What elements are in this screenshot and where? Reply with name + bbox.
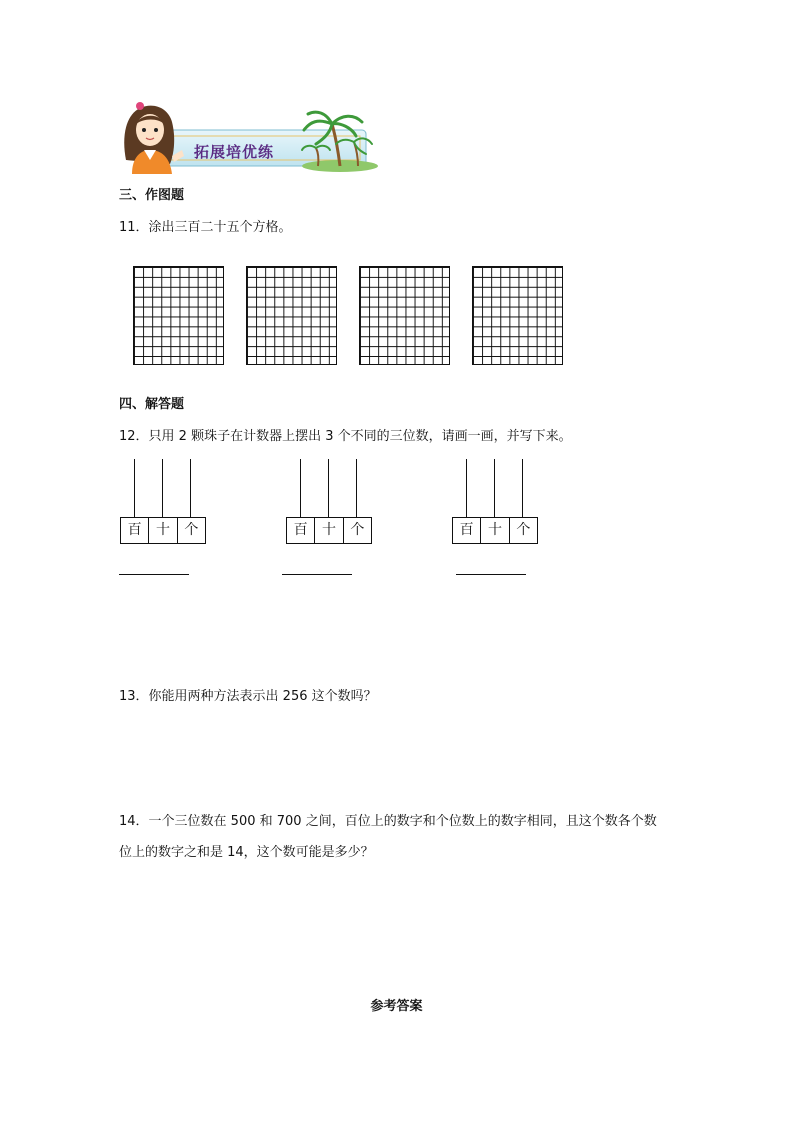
abacus-rod-tens [494, 459, 495, 517]
abacus-rod-ones [190, 459, 191, 517]
place-value-labels [120, 517, 206, 544]
abacus-rod-tens [328, 459, 329, 517]
place-ones: 个 [177, 518, 205, 543]
hundred-grid-3[interactable] [359, 266, 450, 365]
abacus-counter-2[interactable] [286, 459, 372, 547]
question-14-line-1: 14．一个三位数在 500 和 700 之间，百位上的数字和个位数上的数字相同，且这个数各个数 [119, 814, 657, 829]
hundred-grid-1[interactable] [133, 266, 224, 365]
abacus-rod-tens [162, 459, 163, 517]
answer-blank-1[interactable] [119, 574, 189, 575]
section-heading-answers: 四、解答题 [119, 397, 185, 412]
answers-heading: 参考答案 [370, 999, 423, 1014]
place-value-labels [452, 517, 538, 544]
abacus-counter-1[interactable] [120, 459, 206, 547]
hundred-grid-2[interactable] [246, 266, 337, 365]
section-heading-drawing: 三、作图题 [119, 188, 185, 203]
abacus-rod-ones [356, 459, 357, 517]
question-11: 11．涂出三百二十五个方格。 [119, 220, 292, 235]
place-tens: 十 [314, 518, 342, 543]
abacus-counter-3[interactable] [452, 459, 538, 547]
place-tens: 十 [148, 518, 176, 543]
banner-title: 拓展培优练 [194, 143, 275, 161]
abacus-rod-hundreds [300, 459, 301, 517]
section-banner [118, 100, 380, 174]
answer-blank-3[interactable] [456, 574, 526, 575]
abacus-rod-hundreds [466, 459, 467, 517]
abacus-rod-hundreds [134, 459, 135, 517]
question-14-line-2: 位上的数字之和是 14，这个数可能是多少？ [119, 845, 374, 860]
question-12: 12．只用 2 颗珠子在计数器上摆出 3 个不同的三位数，请画一画，并写下来。 [119, 429, 572, 444]
place-hundreds: 百 [459, 522, 474, 538]
abacus-rod-ones [522, 459, 523, 517]
place-tens: 十 [480, 518, 508, 543]
banner-illustration [118, 100, 380, 174]
hundred-grid-4[interactable] [472, 266, 563, 365]
place-ones: 个 [343, 518, 371, 543]
place-value-labels [286, 517, 372, 544]
question-13: 13．你能用两种方法表示出 256 这个数吗？ [119, 689, 377, 704]
place-hundreds: 百 [127, 522, 142, 538]
place-ones: 个 [509, 518, 537, 543]
answer-blank-2[interactable] [282, 574, 352, 575]
place-hundreds: 百 [293, 522, 308, 538]
